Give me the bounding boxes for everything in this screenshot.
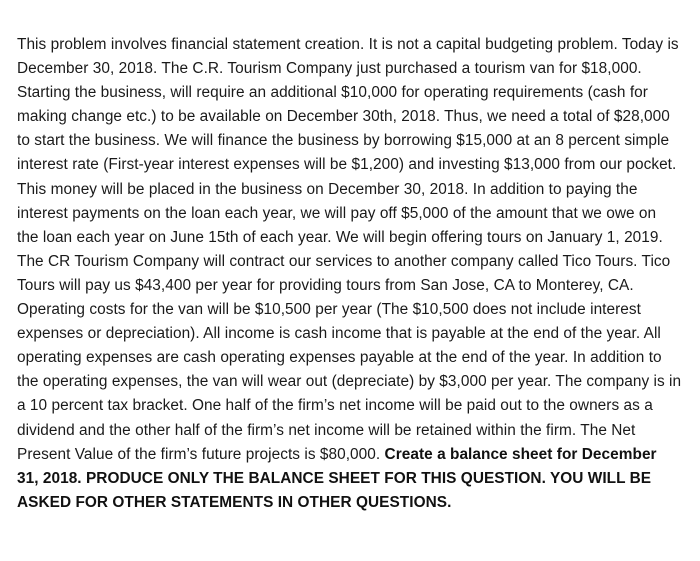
problem-instruction: Create a balance sheet for December 31, 2018. PRODUCE ONLY THE BALANCE SHEET FOR THIS QUESTION. YOU WILL BE ASKED FOR OTHER STATEMENTS IN OTHER QUESTIONS. <box>17 445 657 511</box>
problem-statement: This problem involves financial statement creation. It is not a capital budgeting problem. Today is December 30, 2018. The C.R. Tourism Company just purchased a tourism van for $18,000. Starting the business, will require an additional $10,000 for operating requirements (cash for making change etc.) to be available on December 30th, 2018. Thus, we need a total of $28,000 to start the business. We will finance the business by borrowing $15,000 at an 8 percent simple interest rate (First-year interest expenses will be $1,200) and investing $13,000 from our pocket. This money will be placed in the business on December 30, 2018. In addition to paying the interest payments on the loan each year, we will pay off $5,000 of the amount that we owe on the loan each year on June 15th of each year. We will begin offering tours on January 1, 2019. The CR Tourism Company will contract our services to another company called Tico Tours. Tico Tours will pay us $43,400 per year for providing tours from San Jose, CA to Monterey, CA. Operating costs for the van will be $10,500 per year (The $10,500 does not include interest expenses or depreciation). All income is cash income that is payable at the end of the year. All operating expenses are cash operating expenses payable at the end of the year. In addition to the operating expenses, the van will wear out (depreciate) by $3,000 per year. The company is in a 10 percent tax bracket. One half of the firm’s net income will be paid out to the owners as a dividend and the other half of the firm’s net income will be retained within the firm. The Net Present Value of the firm’s future projects is $80,000. <box>17 36 682 463</box>
problem-paragraph <box>17 33 682 515</box>
